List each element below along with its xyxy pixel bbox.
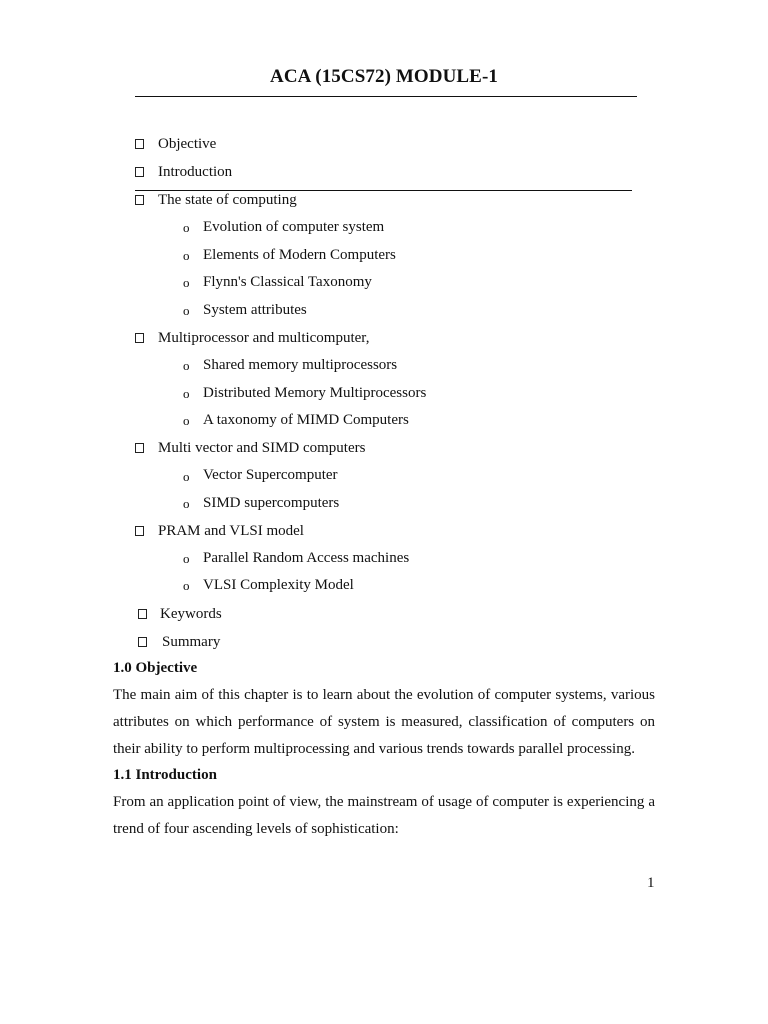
section-paragraph: From an application point of view, the mainstream of usage of computer is experiencing a trend of four ascending levels of sophistication: [113,794,655,837]
toc-item: The state of computing [158,192,297,208]
circle-bullet-icon: o [183,303,190,318]
circle-bullet-icon: o [183,578,190,593]
toc-subitem: Vector Supercomputer [203,467,338,483]
square-bullet-icon [138,609,147,619]
square-bullet-icon [135,526,144,536]
toc-subitem: Elements of Modern Computers [203,247,396,263]
toc-subitem: Flynn's Classical Taxonomy [203,274,372,290]
square-bullet-icon [135,139,144,149]
section-heading: 1.1 Introduction [113,767,217,783]
circle-bullet-icon: o [183,551,190,566]
toc-item: Introduction [158,164,233,180]
toc-item: Keywords [160,606,222,622]
toc-subitem: System attributes [203,302,307,318]
circle-bullet-icon: o [183,248,190,263]
section-heading: 1.0 Objective [113,660,198,676]
circle-bullet-icon: o [183,413,190,428]
circle-bullet-icon: o [183,496,190,511]
square-bullet-icon [135,333,144,343]
circle-bullet-icon: o [183,469,190,484]
circle-bullet-icon: o [183,220,190,235]
page-title: ACA (15CS72) MODULE-1 [270,66,498,87]
toc-item: Summary [162,634,221,650]
title-underline [135,96,637,97]
square-bullet-icon [135,195,144,205]
section-paragraph: The main aim of this chapter is to learn about the evolution of computer systems, various attributes on which performance of system is measured, classification of computers on their ability to perform multiprocessing and various trends towards parallel processing. [113,687,655,757]
circle-bullet-icon: o [183,358,190,373]
toc-subitem: Parallel Random Access machines [203,550,410,566]
page-number: 1 [647,875,655,891]
toc-subitem: A taxonomy of MIMD Computers [203,412,409,428]
toc-subitem: Distributed Memory Multiprocessors [203,385,427,401]
toc-item: PRAM and VLSI model [158,523,304,539]
circle-bullet-icon: o [183,275,190,290]
toc-subitem: Shared memory multiprocessors [203,357,398,373]
toc-subitem: Evolution of computer system [203,219,385,235]
toc-subitem: VLSI Complexity Model [203,577,354,593]
toc-item: Multi vector and SIMD computers [158,440,366,456]
square-bullet-icon [138,637,147,647]
toc-item: Multiprocessor and multicomputer, [158,330,370,346]
square-bullet-icon [135,167,144,177]
square-bullet-icon [135,443,144,453]
circle-bullet-icon: o [183,386,190,401]
toc-item: Objective [158,136,217,152]
toc-subitem: SIMD supercomputers [203,495,340,511]
